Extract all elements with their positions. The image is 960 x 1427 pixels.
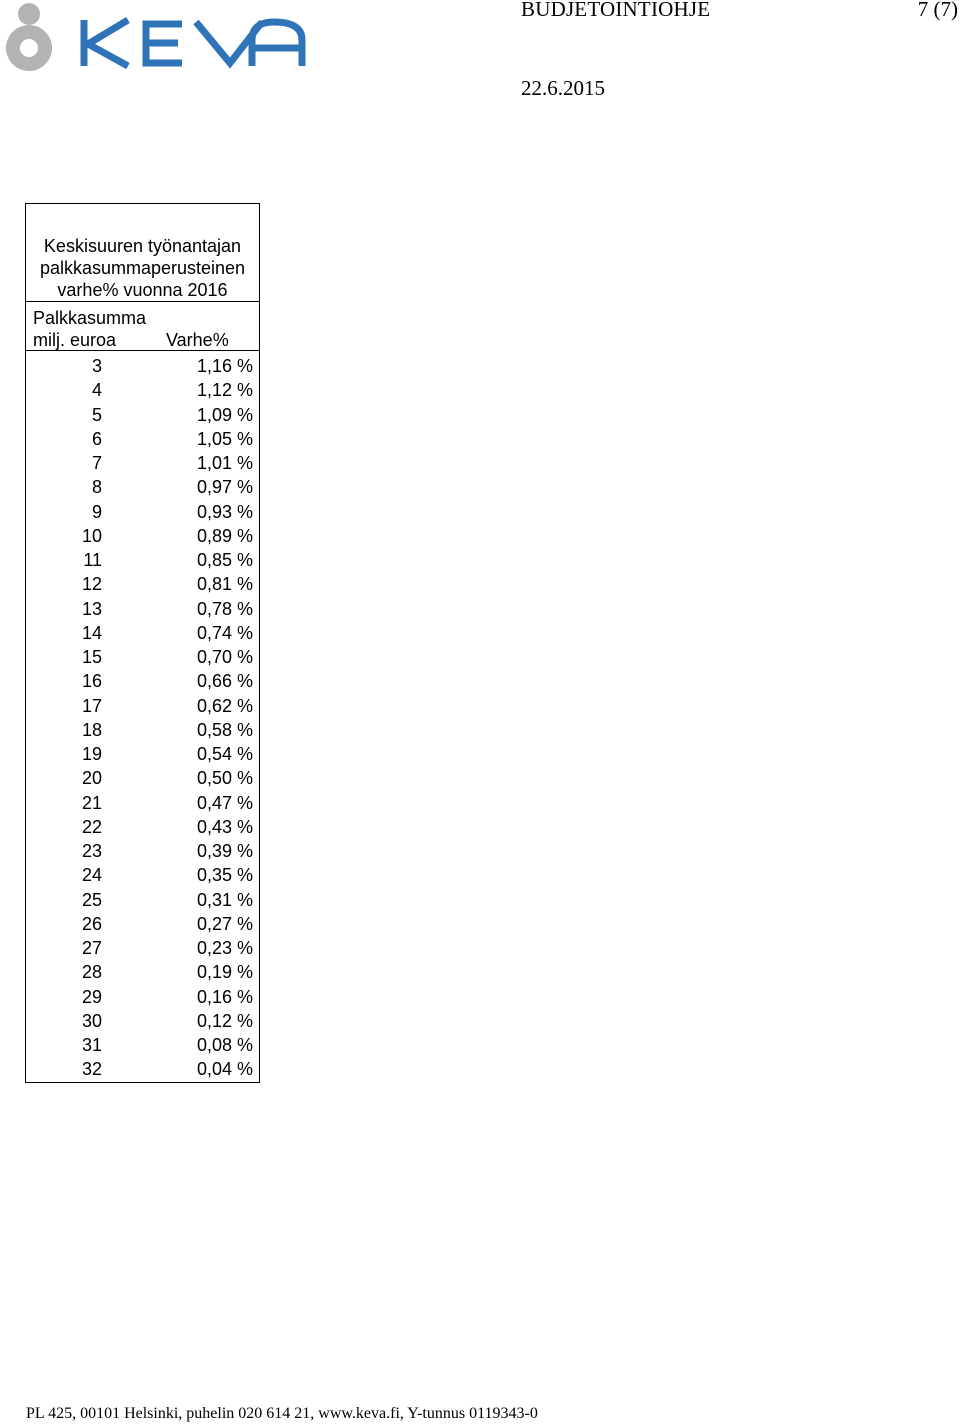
varhe-cell: 0,50 % xyxy=(196,768,253,789)
varhe-cell: 0,54 % xyxy=(196,744,253,764)
table-row xyxy=(26,378,259,402)
varhe-cell: 0,78 % xyxy=(196,598,253,619)
varhe-cell: 0,47 % xyxy=(196,792,253,813)
payroll-cell: 9 xyxy=(91,501,102,522)
varhe-cell: 0,66 % xyxy=(196,671,253,692)
payroll-cell: 10 xyxy=(81,525,102,546)
payroll-cell: 27 xyxy=(81,938,102,958)
varhe-cell: 0,70 % xyxy=(196,647,253,667)
varhe-cell: 0,97 % xyxy=(196,477,253,498)
payroll-column-header xyxy=(33,307,146,351)
table-row xyxy=(26,863,259,887)
payroll-cell: 6 xyxy=(91,428,102,449)
table-row xyxy=(26,621,259,645)
table-row xyxy=(26,451,259,475)
payroll-cell: 25 xyxy=(81,889,102,910)
table-row xyxy=(26,936,259,960)
varhe-cell: 0,12 % xyxy=(196,1010,253,1031)
payroll-cell: 12 xyxy=(81,574,102,595)
table-row xyxy=(26,1057,259,1081)
varhe-cell: 0,62 % xyxy=(196,695,253,716)
payroll-cell: 16 xyxy=(81,671,102,692)
varhe-cell: 1,16 % xyxy=(196,356,253,376)
table-row xyxy=(26,960,259,984)
varhe-cell: 0,74 % xyxy=(196,622,253,643)
payroll-cell: 5 xyxy=(91,404,102,425)
varhe-column-header: Varhe% xyxy=(166,330,229,350)
document-title: BUDJETOINTIOHJE xyxy=(521,0,711,21)
document-date: 22.6.2015 xyxy=(521,76,605,100)
payroll-cell: 20 xyxy=(81,768,102,789)
table-row xyxy=(26,839,259,863)
payroll-cell: 18 xyxy=(81,719,102,740)
table-row xyxy=(26,403,259,427)
table-row xyxy=(26,742,259,766)
varhe-cell: 0,19 % xyxy=(196,962,253,983)
table-title-line: varhe% vuonna 2016 xyxy=(57,280,228,300)
table-row xyxy=(26,669,259,693)
table-row xyxy=(26,597,259,621)
payroll-cell: 13 xyxy=(81,598,102,619)
table-row xyxy=(26,500,259,524)
table-row xyxy=(26,718,259,742)
table-row xyxy=(26,1009,259,1033)
varhe-cell: 0,85 % xyxy=(196,550,253,570)
payroll-cell: 4 xyxy=(91,380,102,401)
table-row xyxy=(26,354,259,378)
table-title-line: Keskisuuren työnantajan xyxy=(43,236,242,256)
varhe-cell: 0,08 % xyxy=(196,1035,253,1055)
varhe-cell: 1,12 % xyxy=(196,380,253,401)
varhe-cell: 0,58 % xyxy=(196,719,253,740)
footer-contact: PL 425, 00101 Helsinki, puhelin 020 614 21, www.keva.fi, Y-tunnus 0119343-0 xyxy=(26,1405,538,1422)
payroll-cell: 26 xyxy=(81,913,102,934)
payroll-cell: 29 xyxy=(81,986,102,1007)
varhe-cell: 0,04 % xyxy=(196,1059,253,1080)
table-row xyxy=(26,985,259,1009)
varhe-cell: 1,09 % xyxy=(196,404,253,425)
varhe-cell: 0,39 % xyxy=(196,841,253,861)
column-headers xyxy=(26,302,259,351)
payroll-cell: 31 xyxy=(81,1035,102,1055)
payroll-cell: 11 xyxy=(83,550,102,570)
payroll-cell: 23 xyxy=(81,841,102,861)
payroll-cell: 24 xyxy=(81,865,102,886)
table-row xyxy=(26,427,259,451)
table-row xyxy=(26,1033,259,1057)
table-row xyxy=(26,572,259,596)
payroll-cell: 22 xyxy=(81,816,102,837)
varhe-cell: 0,43 % xyxy=(196,816,253,837)
payroll-cell: 14 xyxy=(81,622,102,643)
varhe-cell: 0,31 % xyxy=(196,889,253,910)
varhe-cell: 0,89 % xyxy=(196,525,253,546)
table-row xyxy=(26,645,259,669)
table-row xyxy=(26,524,259,548)
payroll-cell: 30 xyxy=(81,1010,102,1031)
payroll-cell: 7 xyxy=(91,453,102,473)
payroll-cell: 21 xyxy=(81,792,102,813)
payroll-header-line: Palkkasumma xyxy=(33,308,147,328)
page-number: 7 (7) xyxy=(917,0,958,21)
table-title xyxy=(26,204,259,302)
table-row xyxy=(26,694,259,718)
payroll-cell: 28 xyxy=(81,962,102,983)
keva-logo xyxy=(0,0,310,80)
varhe-table xyxy=(25,203,260,1083)
payroll-cell: 3 xyxy=(91,356,102,376)
table-row xyxy=(26,766,259,790)
varhe-cell: 1,01 % xyxy=(196,453,253,473)
payroll-cell: 17 xyxy=(81,695,102,716)
table-row xyxy=(26,912,259,936)
table-body xyxy=(26,351,259,1082)
varhe-cell: 0,27 % xyxy=(196,913,253,934)
payroll-header-line: milj. euroa xyxy=(33,330,117,350)
table-row xyxy=(26,815,259,839)
table-row xyxy=(26,791,259,815)
table-row xyxy=(26,888,259,912)
varhe-cell: 1,05 % xyxy=(196,428,253,449)
varhe-cell: 0,93 % xyxy=(196,501,253,522)
varhe-cell: 0,35 % xyxy=(196,865,253,886)
table-row xyxy=(26,475,259,499)
table-row xyxy=(26,548,259,572)
varhe-cell: 0,16 % xyxy=(196,986,253,1007)
table-title-line: palkkasummaperusteinen xyxy=(39,258,246,278)
payroll-cell: 19 xyxy=(81,744,102,764)
payroll-cell: 32 xyxy=(81,1059,102,1080)
payroll-cell: 8 xyxy=(91,477,102,498)
varhe-cell: 0,23 % xyxy=(196,938,253,958)
payroll-cell: 15 xyxy=(81,647,102,667)
varhe-cell: 0,81 % xyxy=(196,574,253,595)
